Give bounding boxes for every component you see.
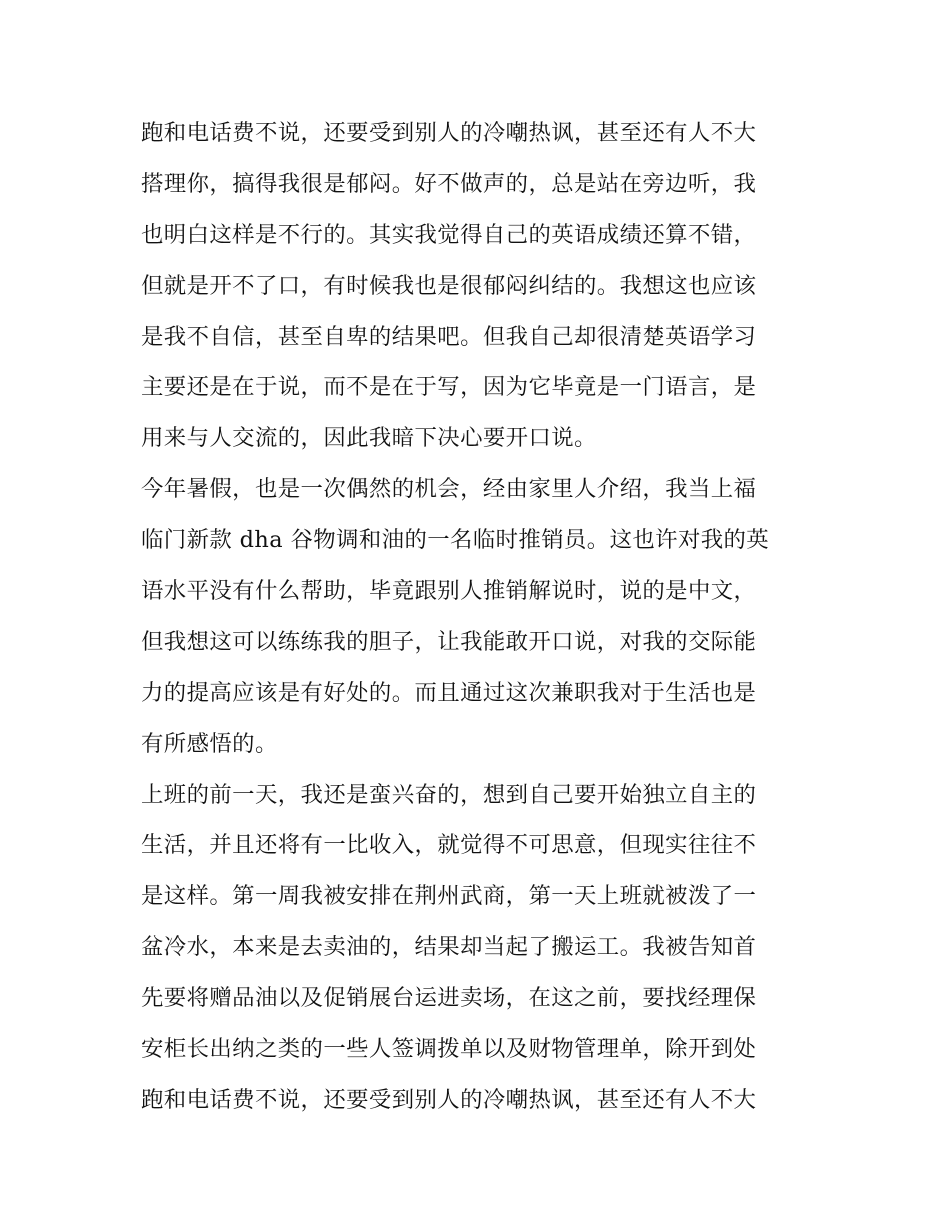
text-line: 今年暑假，也是一次偶然的机会，经由家里人介绍，我当上福 xyxy=(141,476,757,503)
text-line: 主要还是在于说，而不是在于写，因为它毕竟是一门语言，是 xyxy=(141,374,757,401)
text-line: 是我不自信，甚至自卑的结果吧。但我自己却很清楚英语学习 xyxy=(141,323,757,350)
text-line: 力的提高应该是有好处的。而且通过这次兼职我对于生活也是 xyxy=(141,679,757,706)
text-line: 搭理你，搞得我很是郁闷。好不做声的，总是站在旁边听，我 xyxy=(141,170,757,197)
text-line: 安柜长出纳之类的一些人签调拨单以及财物管理单，除开到处 xyxy=(141,1036,757,1063)
text-line: 但我想这可以练练我的胆子，让我能敢开口说，对我的交际能 xyxy=(141,628,757,655)
text-line: 盆冷水，本来是去卖油的，结果却当起了搬运工。我被告知首 xyxy=(141,934,757,961)
text-line: 用来与人交流的，因此我暗下决心要开口说。 xyxy=(141,425,597,452)
text-line: 上班的前一天，我还是蛮兴奋的，想到自己要开始独立自主的 xyxy=(141,781,757,808)
text-line: 先要将赠品油以及促销展台运进卖场，在这之前，要找经理保 xyxy=(141,985,757,1012)
text-line: 生活，并且还将有一比收入，就觉得不可思意，但现实往往不 xyxy=(141,832,757,859)
text-line: 语水平没有什么帮助，毕竟跟别人推销解说时，说的是中文， xyxy=(141,578,757,605)
text-line: 有所感悟的。 xyxy=(141,730,278,757)
text-line: 跑和电话费不说，还要受到别人的冷嘲热讽，甚至还有人不大 xyxy=(141,120,757,146)
body-text xyxy=(141,108,811,1126)
text-line: 是这样。第一周我被安排在荆州武商，第一天上班就被泼了一 xyxy=(141,883,757,910)
text-line: 临门新款 dha 谷物调和油的一名临时推销员。这也许对我的英 xyxy=(141,527,770,554)
text-line: 但就是开不了口，有时候我也是很郁闷纠结的。我想这也应该 xyxy=(141,272,757,299)
text-line: 也明白这样是不行的。其实我觉得自己的英语成绩还算不错， xyxy=(141,221,757,248)
text-line: 跑和电话费不说，还要受到别人的冷嘲热讽，甚至还有人不大 xyxy=(141,1086,757,1113)
